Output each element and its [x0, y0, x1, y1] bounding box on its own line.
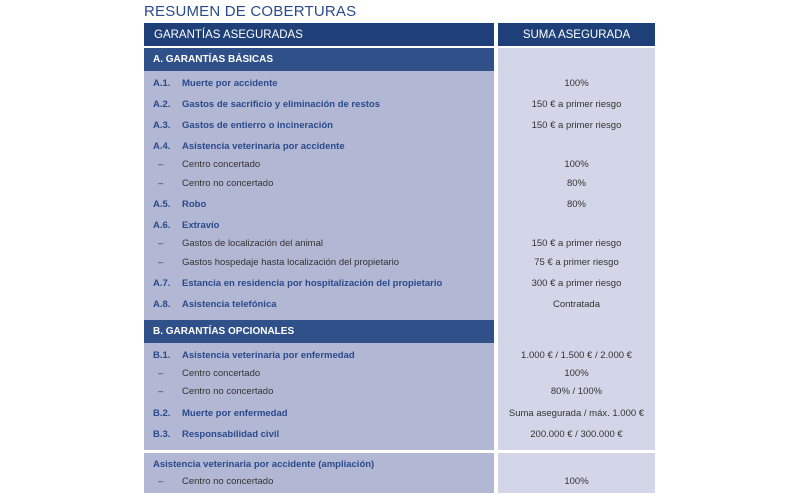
row-label: Gastos hospedaje hasta localización del propietario	[182, 257, 400, 268]
row-value: 300 € a primer riesgo	[531, 278, 622, 289]
coverage-row	[144, 406, 655, 422]
coverage-row	[144, 118, 655, 134]
row-code: A.7.	[153, 278, 171, 289]
row-dash: –	[158, 159, 164, 170]
row-value: 150 € a primer riesgo	[531, 238, 622, 249]
page-title: RESUMEN DE COBERTURAS	[144, 3, 357, 20]
row-dash: –	[158, 238, 164, 249]
coverage-row	[144, 218, 655, 234]
row-value: 1.000 € / 1.500 € / 2.000 €	[521, 350, 632, 361]
row-dash: –	[158, 386, 164, 397]
row-label: Estancia en residencia por hospitalización del propietario	[182, 278, 443, 289]
row-dash: –	[158, 257, 164, 268]
coverage-subrow	[144, 176, 655, 192]
row-value: 80%	[566, 199, 586, 210]
row-label: Responsabilidad civil	[182, 429, 280, 440]
header-suma: SUMA ASEGURADA	[498, 23, 655, 46]
row-code: A.5.	[153, 199, 171, 210]
row-code: A.2.	[153, 99, 171, 110]
row-value: Suma asegurada / máx. 1.000 €	[508, 408, 645, 419]
coverage-row	[144, 276, 655, 292]
row-code: B.3.	[153, 429, 171, 440]
row-value: 80%	[566, 178, 586, 189]
row-code: A.3.	[153, 120, 171, 131]
row-code: B.2.	[153, 408, 171, 419]
coverage-row	[144, 297, 655, 313]
row-code: A.1.	[153, 78, 171, 89]
row-label: Centro no concertado	[182, 178, 274, 189]
row-value: 100%	[564, 368, 589, 379]
row-label: Asistencia veterinaria por accidente	[182, 141, 345, 152]
row-label: Muerte por accidente	[182, 78, 278, 89]
row-value: Contratada	[552, 299, 600, 310]
coverage-row-extension	[144, 457, 655, 473]
coverage-subrow	[144, 366, 655, 382]
row-value: 150 € a primer riesgo	[531, 120, 622, 131]
row-label: Muerte por enfermedad	[182, 408, 288, 419]
coverage-row	[144, 139, 655, 155]
row-label: Centro no concertado	[182, 476, 274, 487]
row-value: 100%	[564, 476, 589, 487]
coverage-subrow	[144, 474, 655, 490]
row-label: Robo	[182, 199, 207, 210]
coverage-row	[144, 76, 655, 92]
coverage-subrow	[144, 384, 655, 400]
header-garantias: GARANTÍAS ASEGURADAS	[144, 23, 494, 46]
row-dash: –	[158, 368, 164, 379]
row-label: Extravío	[182, 220, 220, 231]
row-label: Centro no concertado	[182, 386, 274, 397]
row-label: Centro concertado	[182, 159, 261, 170]
row-label: Gastos de entierro o incineración	[182, 120, 333, 131]
row-value: 150 € a primer riesgo	[531, 99, 622, 110]
row-code: A.8.	[153, 299, 171, 310]
row-dash: –	[158, 476, 164, 487]
coverage-row	[144, 427, 655, 443]
row-label: Asistencia telefónica	[182, 299, 277, 310]
row-label: Asistencia veterinaria por accidente (ampliación)	[153, 459, 375, 470]
coverage-row	[144, 348, 655, 364]
row-code: B.1.	[153, 350, 171, 361]
coverage-subrow	[144, 157, 655, 173]
row-label: Centro concertado	[182, 368, 261, 379]
row-code: A.6.	[153, 220, 171, 231]
row-code: A.4.	[153, 141, 171, 152]
coverage-subrow	[144, 255, 655, 271]
row-value: 200.000 € / 300.000 €	[530, 429, 623, 440]
row-value: 100%	[564, 78, 589, 89]
row-label: Gastos de sacrificio y eliminación de restos	[182, 99, 380, 110]
section-header-basicas: A. GARANTÍAS BÁSICAS	[144, 48, 494, 71]
row-label: Gastos de localización del animal	[182, 238, 323, 249]
section-header-opcionales: B. GARANTÍAS OPCIONALES	[144, 320, 494, 343]
coverage-row	[144, 197, 655, 213]
row-label: Asistencia veterinaria por enfermedad	[182, 350, 355, 361]
row-dash: –	[158, 178, 164, 189]
coverage-row	[144, 97, 655, 113]
row-value: 100%	[564, 159, 589, 170]
row-value: 75 € a primer riesgo	[534, 257, 619, 268]
coverage-subrow	[144, 236, 655, 252]
row-value: 80% / 100%	[550, 386, 603, 397]
